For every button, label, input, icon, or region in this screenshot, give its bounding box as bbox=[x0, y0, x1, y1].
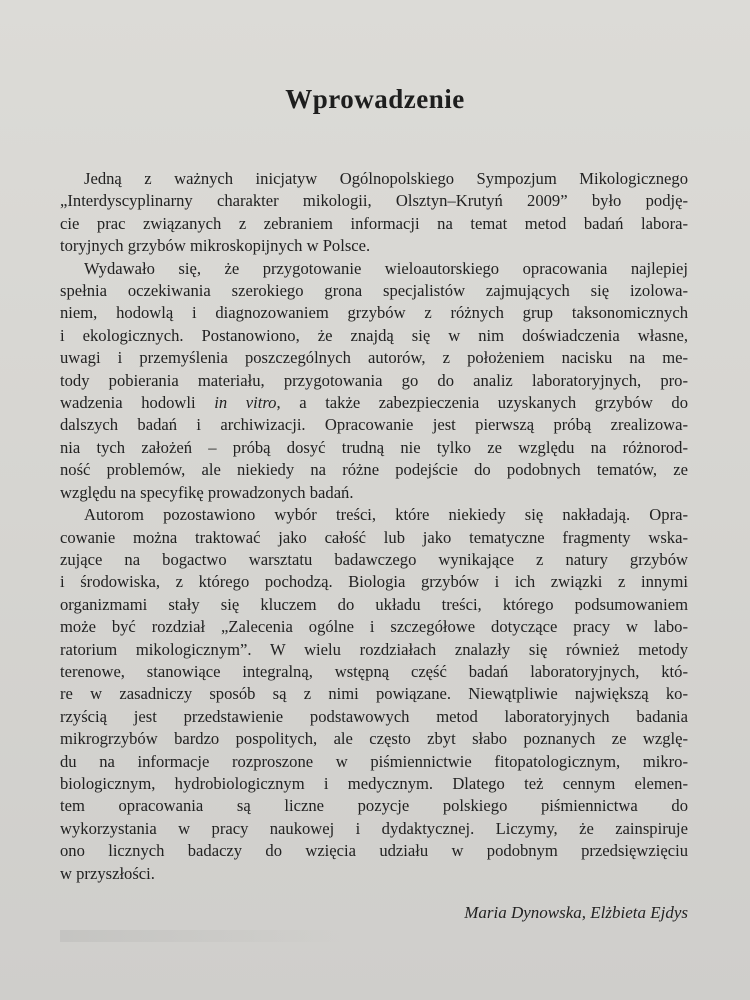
paragraph bbox=[60, 504, 688, 885]
text-line: Autorom pozostawiono wybór treści, które niekiedy się nakładają. Opra- bbox=[84, 505, 688, 525]
text-line: niem, hodowlą i diagnozowaniem grzybów z różnych grup taksonomicznych bbox=[60, 303, 688, 323]
text-line: cie prac związanych z zebraniem informacji na temat metod badań labora- bbox=[60, 213, 688, 233]
text-line: Jedną z ważnych inicjatyw Ogólnopolskiego Sympozjum Mikologicznego bbox=[84, 169, 688, 188]
text-line: może być rozdział „Zalecenia ogólne i szczegółowe dotyczące pracy w labo- bbox=[60, 617, 688, 637]
paragraph bbox=[60, 168, 688, 258]
text-line: i ekologicznych. Postanowiono, że znajdą się w nim doświadczenia własne, bbox=[60, 325, 688, 345]
text-line: tem opracowania są liczne pozycje polskiego piśmiennictwa do bbox=[60, 796, 688, 816]
text-line: cowanie można traktować jako całość lub jako tematyczne fragmenty wska- bbox=[60, 527, 688, 547]
text-line: wykorzystania w pracy naukowej i dydaktycznej. Liczymy, że zainspiruje bbox=[60, 818, 688, 838]
text-line: względu na specyfikę prowadzonych badań. bbox=[60, 482, 354, 502]
text-line: „Interdyscyplinarny charakter mikologii, Olsztyn–Krutyń 2009” było podję- bbox=[60, 191, 688, 211]
authors-signature: Maria Dynowska, Elżbieta Ejdys bbox=[464, 903, 688, 922]
text-line: biologicznym, hydrobiologicznym i medycznym. Dlatego też cennym elemen- bbox=[60, 773, 688, 793]
text-line: nia tych założeń – próbą dosyć trudną nie tylko ze względu na różnorod- bbox=[60, 437, 688, 457]
text-line: terenowe, stanowiące integralną, wstępną część badań laboratoryjnych, któ- bbox=[60, 661, 688, 681]
text-line: du na informacje rozproszone w piśmiennictwie fitopatologicznym, mikro- bbox=[60, 751, 688, 771]
text-line: i środowiska, z którego pochodzą. Biologia grzybów i ich związki z innymi bbox=[60, 572, 688, 592]
text-line: ono licznych badaczy do wzięcia udziału w podobnym przedsięwzięciu bbox=[60, 841, 688, 861]
bleed-through-shadow bbox=[60, 930, 340, 942]
text-line: uwagi i przemyślenia poszczególnych autorów, z położeniem nacisku na me- bbox=[60, 348, 688, 368]
text-line: tody pobierania materiału, przygotowania go do analiz laboratoryjnych, pro- bbox=[60, 370, 688, 390]
text-line: mikrogrzybów bardzo pospolitych, ale często zbyt słabo poznanych ze wzglę- bbox=[60, 729, 688, 749]
text-line: wadzenia hodowli in vitro, a także zabezpieczenia uzyskanych grzybów do bbox=[60, 393, 688, 413]
introduction-text bbox=[60, 168, 688, 885]
text-line: rzyścią jest przedstawienie podstawowych metod laboratoryjnych badania bbox=[60, 706, 688, 726]
text-line: zujące na bogactwo warsztatu badawczego wynikające z natury grzybów bbox=[60, 549, 688, 569]
text-line: spełnia oczekiwania szerokiego grona specjalistów zajmujących się izolowa- bbox=[60, 281, 688, 301]
page-title: Wprowadzenie bbox=[285, 84, 465, 114]
paragraph bbox=[60, 258, 688, 504]
text-line: Wydawało się, że przygotowanie wieloautorskiego opracowania najlepiej bbox=[84, 258, 688, 278]
text-line: toryjnych grzybów mikroskopijnych w Polsce. bbox=[60, 236, 371, 256]
text-line: ność problemów, ale niekiedy na różne podejście do podobnych tematów, ze bbox=[60, 460, 688, 480]
text-line: ratorium mikologicznym”. W wielu rozdziałach znalazły się również metody bbox=[60, 639, 688, 659]
text-line: re w zasadniczy sposób są z nimi powiązane. Niewątpliwie największą ko- bbox=[60, 684, 688, 704]
text-line: dalszych badań i archiwizacji. Opracowanie jest pierwszą próbą zrealizowa- bbox=[60, 415, 688, 435]
text-line: organizmami stały się kluczem do układu treści, którego podsumowaniem bbox=[60, 594, 688, 614]
text-line: w przyszłości. bbox=[60, 863, 155, 883]
